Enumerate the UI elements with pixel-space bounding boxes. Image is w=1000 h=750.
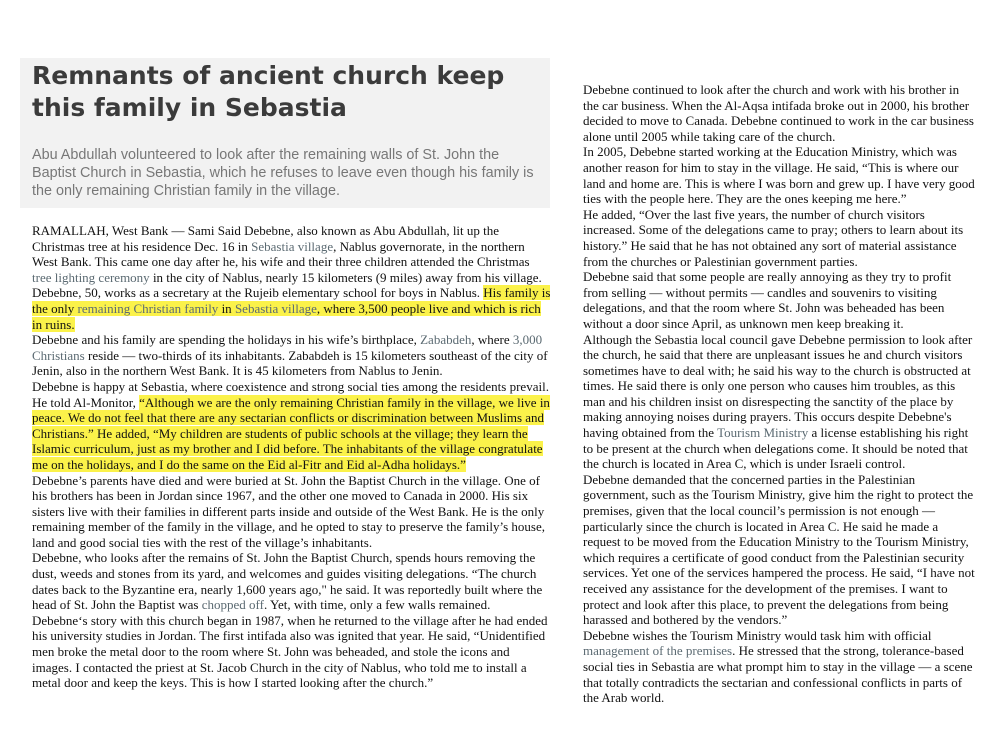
paragraph [32,379,552,473]
link-chopped-off[interactable]: chopped off [201,597,264,613]
text: Debebne and his family are spending the holidays in his wife’s birthplace, [32,332,421,348]
text: Debebne, who looks after the remains of St. John the Baptist Church, spends hours removing the dust, weeds and stones from its yard, and welcomes and guides visiting delegations. “The church dates back to the Byzantine era, nearly 1,600 years ago," he said. It was reportedly built where the head of St. John the Baptist was [32,550,543,613]
text: Debebne wishes the Tourism Ministry would task him with official [583,627,932,643]
text: . He stressed that the strong, tolerance-based social ties in Sebastia are what prompt him to stay in the village — a scene that totally contradicts the sectarian and confessional conflicts in parts of the Arab world. [583,643,973,706]
paragraph [583,628,978,706]
highlight: “Although we are the only remaining Christian family in the village, we live in peace. We do not feel that there are any sectarian conflicts or discrimination between Muslims and Christians.” He added, “My children are students of public schools at the village; they learn the Islamic curriculum, just as my brother and I did before. The inhabitants of the village congratulate me on the holidays, and I do the same on the Eid al-Fitr and Eid al-Adha holidays.” [32,394,550,472]
paragraph: Debebne’s parents have died and were buried at St. John the Baptist Church in the village. One of his brothers has been in Jordan since 1967, and the other one moved to Canada in 2000. His six sisters live with their families in different parts inside and outside of the West Bank. He is the only remaining member of the family in the village, and he opted to stay to preserve the family’s house, land and good social ties with the rest of the village’s inhabitants. [32,472,545,550]
link-sebastia-village[interactable]: Sebastia village [251,238,334,254]
link-sebastia-village[interactable]: Sebastia village [234,300,317,316]
text: in [218,300,235,316]
paragraph [32,285,552,332]
link-tree-lighting-ceremony[interactable]: tree lighting ceremony [32,269,150,285]
paragraph: He added, “Over the last five years, the number of church visitors increased. Some of the delegations came to pray; others to learn about its history.” He said that he has not obtained any sort of material assistance from the churches or Palestinian government parties. [583,206,964,269]
text: His family is the only [32,285,551,316]
text: RAMALLAH, West Bank — Sami Said Debebne, also known as Abu Abdullah, lit up the Christmas tree at his residence Dec. 16 in [32,223,500,254]
paragraph [32,223,552,285]
paragraph [32,550,552,612]
text: , where 3,500 people live and which is rich in ruins. [32,300,541,332]
paragraph: In 2005, Debebne started working at the Education Ministry, which was another reason for him to stay in the village. He said, “This is where our land and home are. This is where I was born and grew up. I have very good ties with the people here. They are the ones keeping me here.” [583,144,975,207]
paragraph [583,332,978,472]
paragraph: Debebne continued to look after the church and work with his brother in the car business. When the Al-Aqsa intifada broke out in 2000, his brother decided to move to Canada. Debebne continued to work in the car business alone until 2005 while taking care of the church. [583,82,974,144]
article-title: Remnants of ancient church keep this family in Sebastia [32,61,505,122]
link-remaining-christian-family[interactable]: remaining Christian family [77,300,219,316]
paragraph [32,332,552,379]
link-management-of-the-premises[interactable]: management of the premises [583,643,733,659]
text: Debebne is happy at Sebastia, where coexistence and strong social ties among the residents prevail. He told Al-Monitor, [32,378,549,410]
text: , where [471,332,513,348]
paragraph: Debebne demanded that the concerned parties in the Palestinian government, such as the Tourism Ministry, give him the right to protect the premises, given that the local council’s permission is not enough — particularly since the church is located in Area C. He said he made a request to be moved from the Education Ministry to the Tourism Ministry, which requires a certificate of good conduct from the Palestinian security services. Yet one of the services hampered the process. He said, “I have not received any assistance for the development of the premises. I want to protect and look after this place, to prevent the delegations from being harassed and bothered by the vendors.” [583,471,975,628]
text: . Yet, with time, only a few walls remained. [263,597,491,613]
link-zababdeh[interactable]: Zababdeh [420,332,472,348]
article-subtitle: Abu Abdullah volunteered to look after the remaining walls of St. John the Baptist Church in Sebastia, which he refuses to leave even though his family is the only remaining Christian family in the village. [32,147,534,199]
text: Debebne, 50, works as a secretary at the Rujeib elementary school for boys in Nablus. [32,285,484,301]
text: , Nablus governorate, in the northern West Bank. This came one day after he, his wife and their three children attended the Christmas [32,238,530,270]
link-tourism-ministry[interactable]: Tourism Ministry [717,425,809,441]
text: a license establishing his right to be present at the church when delegations come. It should be noted that the church is located in Area C, which is under Israeli control. [583,425,969,472]
text: Although the Sebastia local council gave Debebne permission to look after the church, he said that there are unpleasant issues he and church visitors sometimes have to deal with; he said his way to the church is obstructed at times. He said there is only one person who causes him troubles, as this man and his children insist on disrespecting the sanctity of the place by making annoying noises during prayers. This occurs despite Debebne's having obtained from the [583,331,973,441]
paragraph: Debebne‘s story with this church began in 1987, when he returned to the village after he had ended his university studies in Jordan. The first intifada also was ignited that year. He said, “Unidentified men broke the metal door to the room where St. John was beheaded, and stole the icons and images. I contacted the priest at St. Jacob Church in the city of Nablus, who told me to install a metal door and keep the keys. This is how I started looking after the church.” [32,612,548,691]
right-column [583,82,978,706]
text: in the city of Nablus, nearly 15 kilometers (9 miles) away from his village. [149,269,542,285]
link-3000-christians[interactable]: 3,000 Christians [32,332,543,363]
left-column [32,223,552,691]
paragraph: Debebne said that some people are really annoying as they try to profit from selling — without permits — candles and souvenirs to visiting delegations, and that the room where St. John was beheaded has been without a door since April, as unknown men keep breaking it. [583,269,952,331]
text: reside — two-thirds of its inhabitants. Zababdeh is 15 kilometers southeast of the city of Jenin, also in the northern West Bank. It is 45 kilometers from Nablus to Jenin. [32,347,548,379]
